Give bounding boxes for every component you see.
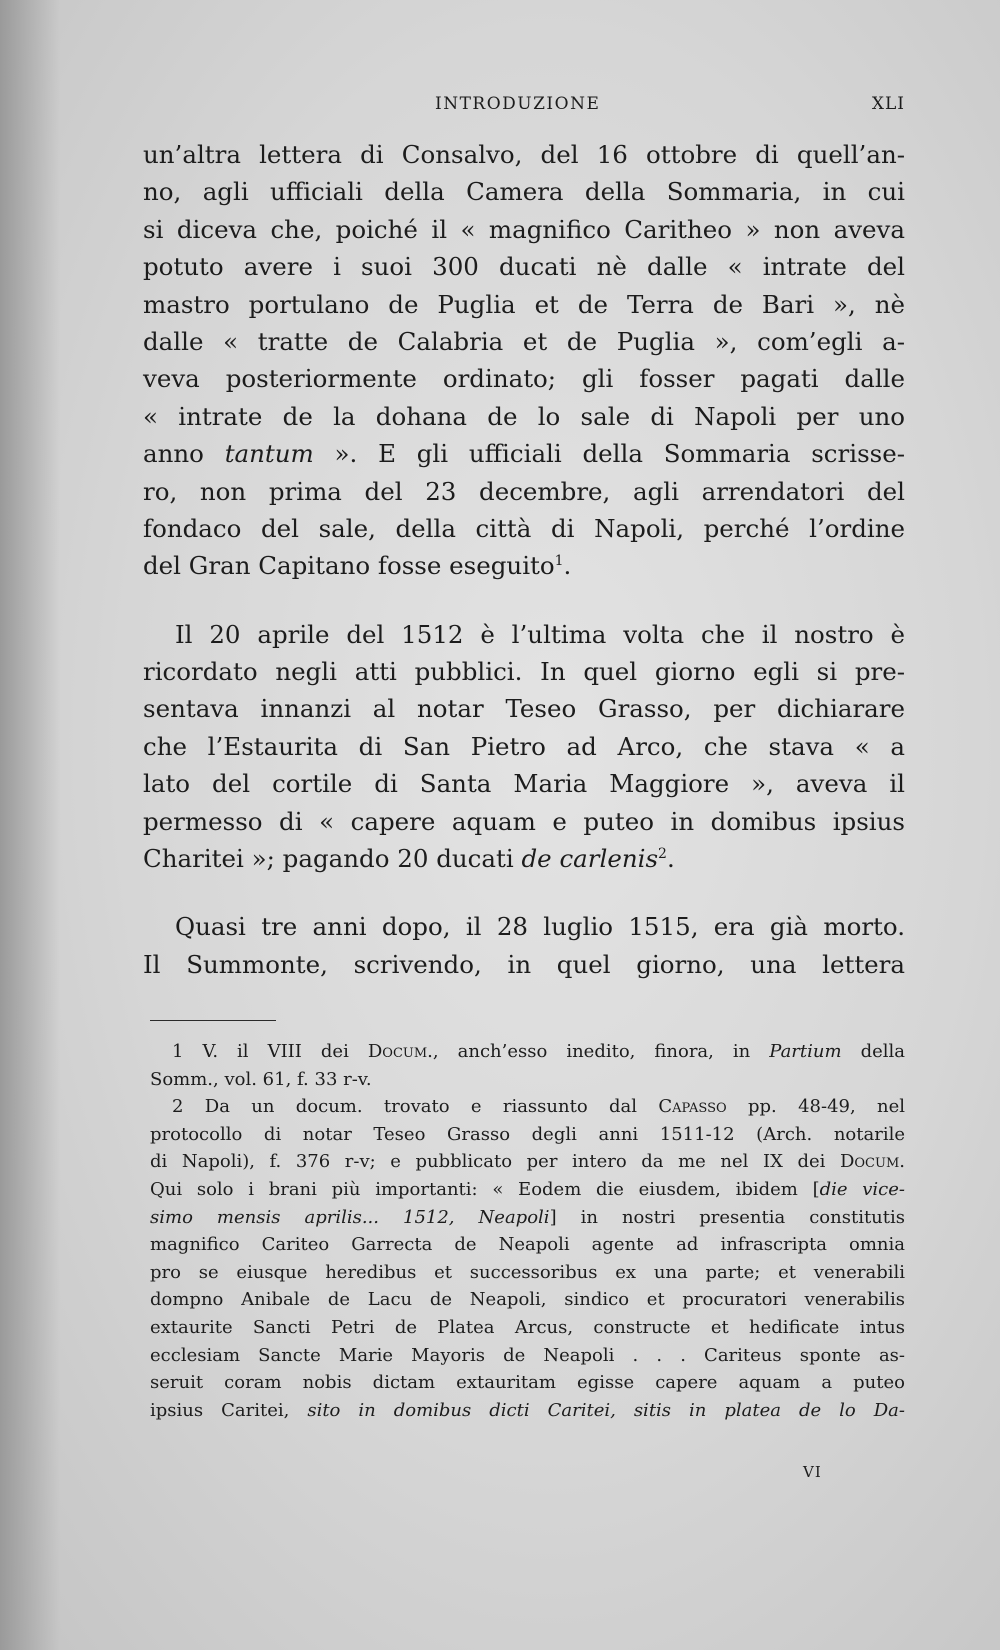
text-run: di Napoli), f. 376 r-v; e pubblicato per intero da me nel IX dei [150,1151,840,1173]
text-line: no, agli ufficiali della Camera della Sommaria, in cui [143,177,905,207]
text-line: dalle « tratte de Calabria et de Puglia », com’egli a- [143,326,905,356]
footnote-line: pro se eiusque heredibus et successoribus ex una parte; et venerabili [150,1261,905,1283]
paragraph-2 [143,616,905,878]
text-run: del Gran Capitano fosse eseguito [143,551,555,581]
text-line: sentava innanzi al notar Teseo Grasso, per dichiarare [143,694,905,724]
text-run: ». E gli ufficiali della Sommaria scrisse- [313,439,906,469]
text-run: pp. 48-49, nel [726,1096,906,1118]
small-caps-term: Docum. [839,1151,905,1173]
footnote-line: protocollo di notar Teseo Grasso degli anni 1511-12 (Arch. notarile [150,1123,905,1145]
footnote-1 [150,1038,905,1093]
text-line: che l’Estaurita di San Pietro ad Arco, che stava « a [143,731,905,761]
footnote-line: magnifico Cariteo Garrecta de Neapoli agente ad infrascripta omnia [150,1234,905,1256]
text-line: mastro portulano de Puglia et de Terra de Bari », nè [143,289,905,319]
footnote-ref-1: 1 [554,553,564,570]
text-line: fondaco del sale, della città di Napoli, perché l’ordine [143,513,905,543]
text-line: Il 20 aprile del 1512 è l’ultima volta che il nostro è [175,619,905,649]
text-line [143,840,905,877]
footnote-line: ecclesiam Sancte Marie Mayoris de Neapoli . . . Cariteus sponte as- [150,1344,905,1366]
italic-term: simo mensis aprilis... 1512, Neapoli [150,1206,550,1228]
text-run: ipsius Caritei, [150,1399,308,1421]
signature-mark: VI [803,1463,822,1481]
footnote-2 [150,1093,905,1424]
small-caps-term: Capasso [658,1096,727,1118]
running-head: INTRODUZIONE [435,94,601,114]
text-line [143,547,905,584]
italic-term: sito in domibus dicti Caritei, sitis in platea de lo Da- [307,1399,905,1421]
footnote-line [150,1397,905,1425]
text-line: « intrate de la dohana de lo sale di Napoli per uno [143,401,905,431]
text-run: 2 Da un docum. trovato e riassunto dal [172,1096,659,1118]
footnote-line [150,1176,905,1204]
page-header [145,94,905,122]
text-run: , anch’esso inedito, finora, in [432,1041,770,1062]
text-line: potuto avere i suoi 300 ducati nè dalle « intrate del [143,252,905,282]
italic-term: Partium [769,1041,842,1062]
paragraph-1 [143,136,905,585]
text-line: lato del cortile di Santa Maria Maggiore », aveva il [143,769,905,799]
text-run: della [841,1041,905,1062]
text-line [143,435,905,472]
page-number: XLI [871,94,905,114]
footnote-line [150,1204,905,1232]
text-run: 1 V. il VIII dei [172,1041,368,1062]
footnote-line [150,1148,905,1176]
text-line: veva posteriormente ordinato; gli fosser pagati dalle [143,364,905,394]
text-run: Qui solo i brani più importanti: « Eodem die eiusdem, ibidem [ [150,1178,820,1200]
text-run: ] in nostri presentia constitutis [549,1206,906,1228]
footnote-line: seruit coram nobis dictam extauritam egisse capere aquam a puteo [150,1372,905,1394]
text-line: Quasi tre anni dopo, il 28 luglio 1515, era già morto. [175,912,905,942]
text-line: Il Summonte, scrivendo, in quel giorno, una lettera [143,949,905,979]
footnotes [150,1038,905,1424]
text-line: ricordato negli atti pubblici. In quel giorno egli si pre- [143,657,905,687]
italic-term: tantum [224,439,314,469]
main-text [143,136,905,983]
text-line: un’altra lettera di Consalvo, del 16 ottobre di quell’an- [143,140,905,169]
footnote-line: dompno Anibale de Lacu de Neapoli, sindico et procuratori venerabilis [150,1289,905,1311]
text-line: permesso di « capere aquam e puteo in domibus ipsius [143,806,905,836]
italic-term: die vice- [819,1178,905,1200]
text-run: anno [143,439,225,469]
text-line: ro, non prima del 23 decembre, agli arrendatori del [143,476,905,506]
text-line: si diceva che, poiché il « magnifico Caritheo » non aveva [143,214,905,244]
footnote-line: extaurite Sancti Petri de Platea Arcus, constructe et hedificate intus [150,1316,905,1338]
text-run: . [666,844,675,874]
italic-term: de carlenis [521,844,659,874]
paragraph-3 [143,908,905,983]
footnote-rule [150,1020,276,1021]
footnote-ref-2: 2 [658,845,667,862]
text-run: Charitei »; pagando 20 ducati [143,844,522,874]
text-run: . [563,551,572,581]
small-caps-term: Docum. [367,1041,433,1062]
footnote-line: Somm., vol. 61, f. 33 r-v. [150,1068,372,1090]
footnote-line [150,1093,905,1121]
footnote-line [150,1038,905,1066]
